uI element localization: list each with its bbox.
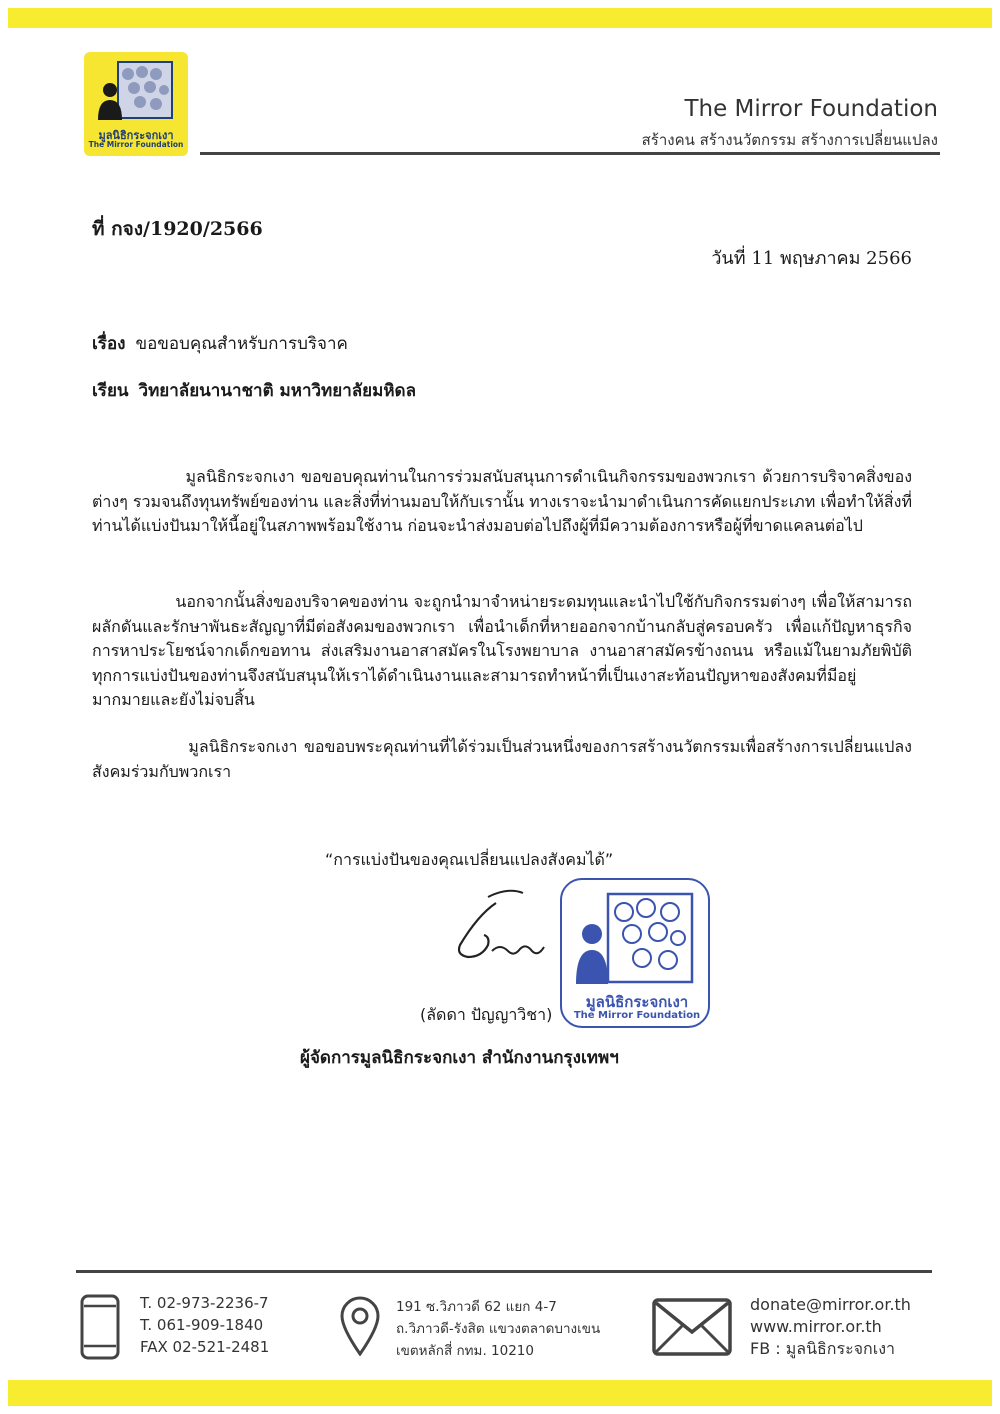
- subject-label: เรื่อง: [92, 334, 126, 354]
- signer-name: (ลัดดา ปัญญาวิชา): [420, 1005, 553, 1024]
- org-name: The Mirror Foundation: [684, 96, 938, 122]
- logo-text-th: มูลนิธิกระจกเงา: [98, 129, 174, 142]
- bottom-yellow-bar: [8, 1380, 992, 1406]
- header-divider: [200, 152, 940, 155]
- closing-quote: “การแบ่งปันของคุณเปลี่ยนแปลงสังคมได้”: [325, 850, 614, 869]
- recipient-label: เรียน: [92, 381, 129, 401]
- body-paragraph-2: นอกจากนั้นสิ่งของบริจาคของท่าน จะถูกนำมาจำหน่ายระดมทุนและนำไปใช้กับกิจกรรมต่างๆ เพื่อให้สามารถผลักดันและรักษาพันธะสัญญาที่มีต่อสังคมของพวกเรา เพื่อนำเด็กที่หายออกจากบ้านกลับสู่ครอบครัว เพื่อแก้ปัญหาธุรกิจการหาประโยชน์จากเด็กขอทาน ส่งเสริมงานอาสาสมัครในโรงพยาบาล งานอาสาสมัครข้างถนน หรือแม้ในยามภัยพิบัติ ทุกการแบ่งปันของท่านจึงสนับสนุนให้เราได้ดำเนินงานและสามารถทำหน้าที่เป็นเงาสะท้อนปัญหาของสังคมที่มีอยู่มากมายและยังไม่จบสิ้น: [92, 592, 912, 709]
- body-paragraph-1: มูลนิธิกระจกเงา ขอขอบคุณท่านในการร่วมสนับสนุนการดำเนินกิจกรรมของพวกเรา ด้วยการบริจาคสิ่งของต่างๆ รวมจนถึงทุนทรัพย์ของท่าน และสิ่งที่ท่านมอบให้กับเรานั้น ทางเราจะนำมาดำเนินการคัดแยกประเภท เพื่อทำให้สิ่งที่ท่านได้แบ่งปันมาให้นี้อยู่ในสภาพพร้อมใช้งาน ก่อนจะนำส่งมอบต่อไปถึงผู้ที่มีความต้องการหรือผู้ที่ขาดแคลนต่อไป: [92, 467, 912, 535]
- logo-text-en: The Mirror Foundation: [88, 140, 184, 149]
- letter-date: วันที่ 11 พฤษภาคม 2566: [711, 248, 912, 269]
- location-pin-icon: [338, 1294, 382, 1356]
- envelope-icon: [652, 1298, 732, 1356]
- top-color-band: [0, 0, 1000, 30]
- footer-phone-1: T. 02-973-2236-7: [140, 1294, 269, 1312]
- footer-facebook: FB : มูลนิธิกระจกเงา: [750, 1339, 895, 1358]
- body-paragraph-3: มูลนิธิกระจกเงา ขอขอบพระคุณท่านที่ได้ร่วมเป็นส่วนหนึ่งของการสร้างนวัตกรรมเพื่อสร้างการเปลี่ยนแปลงสังคมร่วมกับพวกเรา: [92, 737, 912, 781]
- footer-phones: [140, 1292, 269, 1358]
- foundation-logo: [84, 52, 188, 156]
- recipient-text: วิทยาลัยนานาชาติ มหาวิทยาลัยมหิดล: [138, 381, 417, 401]
- footer-email[interactable]: donate@mirror.or.th: [750, 1295, 911, 1314]
- footer-contact: [750, 1294, 911, 1360]
- recipient-line: [92, 377, 416, 404]
- reference-number: ที่ กจง/1920/2566: [92, 218, 263, 240]
- stamp-text-en: The Mirror Foundation: [573, 1010, 701, 1021]
- top-yellow-bar: [8, 8, 992, 28]
- footer-address-line-3: เขตหลักสี่ กทม. 10210: [396, 1343, 534, 1359]
- foundation-stamp: [560, 878, 710, 1028]
- phone-icon: [80, 1294, 120, 1360]
- footer-website[interactable]: www.mirror.or.th: [750, 1317, 882, 1336]
- subject-line: [92, 330, 348, 357]
- subject-text: ขอขอบคุณสำหรับการบริจาค: [135, 334, 348, 354]
- footer-address-line-2: ถ.วิภาวดี-รังสิต แขวงตลาดบางเขน: [396, 1321, 601, 1337]
- footer-address: [396, 1296, 600, 1362]
- footer-fax: FAX 02-521-2481: [140, 1338, 270, 1356]
- org-slogan: สร้างคน สร้างนวัตกรรม สร้างการเปลี่ยนแปลง: [641, 131, 938, 149]
- footer-divider: [76, 1270, 932, 1273]
- footer-address-line-1: 191 ซ.วิภาวดี 62 แยก 4-7: [396, 1299, 557, 1315]
- stamp-text-th: มูลนิธิกระจกเงา: [585, 993, 689, 1011]
- footer-phone-2: T. 061-909-1840: [140, 1316, 264, 1334]
- logo-mirror-icon: [96, 60, 176, 122]
- stamp-mirror-icon: [572, 888, 698, 988]
- handwritten-signature: [448, 885, 558, 965]
- signer-title: ผู้จัดการมูลนิธิกระจกเงา สำนักงานกรุงเทพฯ: [300, 1048, 619, 1068]
